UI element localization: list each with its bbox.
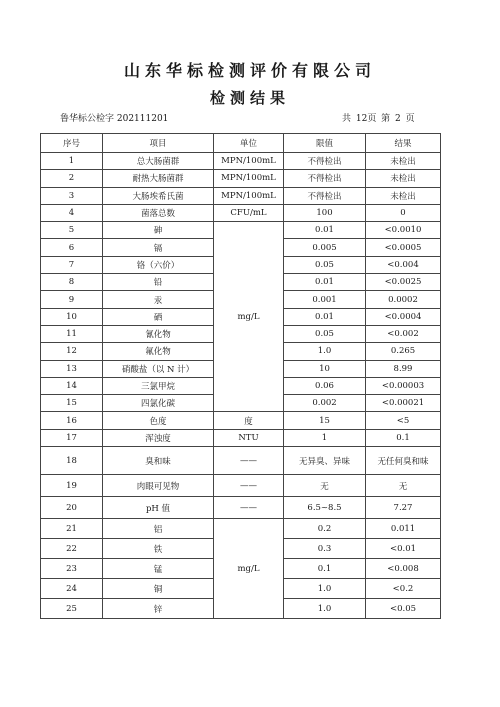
col-header-item: 项目 xyxy=(103,134,214,153)
cell-limit: 0.2 xyxy=(284,519,366,539)
cell-no: 9 xyxy=(41,291,103,308)
table-row xyxy=(41,429,441,446)
cell-unit: —— xyxy=(214,497,284,519)
cell-item: pH 值 xyxy=(103,497,214,519)
cell-item: 砷 xyxy=(103,222,214,239)
cell-item: 浑浊度 xyxy=(103,429,214,446)
cell-no: 22 xyxy=(41,539,103,559)
cell-unit: NTU xyxy=(214,429,284,446)
table-row xyxy=(41,222,441,239)
cell-limit: 0.002 xyxy=(284,395,366,412)
cell-item: 铝 xyxy=(103,519,214,539)
cell-result: 0.011 xyxy=(366,519,441,539)
cell-limit: 15 xyxy=(284,412,366,429)
table-row xyxy=(41,475,441,497)
cell-no: 16 xyxy=(41,412,103,429)
col-header-unit: 单位 xyxy=(214,134,284,153)
cell-no: 23 xyxy=(41,559,103,579)
cell-result: 7.27 xyxy=(366,497,441,519)
cell-item: 汞 xyxy=(103,291,214,308)
cell-limit: 0.001 xyxy=(284,291,366,308)
cell-item: 硒 xyxy=(103,308,214,325)
cell-item: 耐热大肠菌群 xyxy=(103,170,214,187)
table-row xyxy=(41,187,441,204)
cell-limit: 0.01 xyxy=(284,274,366,291)
cell-result: <0.008 xyxy=(366,559,441,579)
company-name: 山东华标检测评价有限公司 xyxy=(123,61,376,80)
cell-item: 菌落总数 xyxy=(103,204,214,221)
cell-result: 0.1 xyxy=(366,429,441,446)
page-info: 共 12页 第 2 页 xyxy=(342,114,415,124)
col-header-result: 结果 xyxy=(366,134,441,153)
cell-limit: 无 xyxy=(284,475,366,497)
cell-no: 15 xyxy=(41,395,103,412)
table-row xyxy=(41,497,441,519)
cell-unit: MPN/100mL xyxy=(214,153,284,170)
cell-result: <0.00003 xyxy=(366,377,441,394)
cell-no: 17 xyxy=(41,429,103,446)
cell-no: 14 xyxy=(41,377,103,394)
cell-unit-merged: mg/L xyxy=(214,222,284,412)
cell-item: 氰化物 xyxy=(103,325,214,342)
cell-limit: 1.0 xyxy=(284,599,366,619)
cell-no: 4 xyxy=(41,204,103,221)
cell-unit: —— xyxy=(214,475,284,497)
cell-limit: 0.1 xyxy=(284,559,366,579)
cell-limit: 1 xyxy=(284,429,366,446)
cell-limit: 6.5~8.5 xyxy=(284,497,366,519)
cell-item: 四氯化碳 xyxy=(103,395,214,412)
cell-result: <0.01 xyxy=(366,539,441,559)
cell-no: 21 xyxy=(41,519,103,539)
cell-limit: 不得检出 xyxy=(284,153,366,170)
cell-unit: —— xyxy=(214,447,284,475)
table-row xyxy=(41,447,441,475)
table-row xyxy=(41,412,441,429)
cell-result: <0.004 xyxy=(366,256,441,273)
cell-result: 未检出 xyxy=(366,170,441,187)
cell-no: 1 xyxy=(41,153,103,170)
cell-limit: 不得检出 xyxy=(284,187,366,204)
cell-result: <0.05 xyxy=(366,599,441,619)
cell-no: 19 xyxy=(41,475,103,497)
cell-item: 总大肠菌群 xyxy=(103,153,214,170)
cell-unit: CFU/mL xyxy=(214,204,284,221)
cell-result: <0.002 xyxy=(366,325,441,342)
cell-result: <5 xyxy=(366,412,441,429)
cell-unit: 度 xyxy=(214,412,284,429)
cell-limit: 1.0 xyxy=(284,343,366,360)
cell-limit: 0.01 xyxy=(284,308,366,325)
report-number: 鲁华标公检字 202111201 xyxy=(60,114,169,124)
cell-limit: 不得检出 xyxy=(284,170,366,187)
cell-item: 三氯甲烷 xyxy=(103,377,214,394)
cell-item: 大肠埃希氏菌 xyxy=(103,187,214,204)
cell-item: 铜 xyxy=(103,579,214,599)
cell-limit: 0.05 xyxy=(284,256,366,273)
cell-no: 8 xyxy=(41,274,103,291)
cell-unit-merged: mg/L xyxy=(214,519,284,619)
cell-limit: 100 xyxy=(284,204,366,221)
cell-result: <0.00021 xyxy=(366,395,441,412)
cell-limit: 0.3 xyxy=(284,539,366,559)
cell-no: 13 xyxy=(41,360,103,377)
cell-result: 0.265 xyxy=(366,343,441,360)
cell-no: 18 xyxy=(41,447,103,475)
cell-limit: 无异臭、异味 xyxy=(284,447,366,475)
cell-result: 0.0002 xyxy=(366,291,441,308)
cell-no: 7 xyxy=(41,256,103,273)
cell-result: 未检出 xyxy=(366,153,441,170)
cell-result: 无 xyxy=(366,475,441,497)
cell-item: 铁 xyxy=(103,539,214,559)
cell-item: 臭和味 xyxy=(103,447,214,475)
cell-result: <0.0010 xyxy=(366,222,441,239)
cell-no: 11 xyxy=(41,325,103,342)
cell-result: <0.2 xyxy=(366,579,441,599)
cell-item: 镉 xyxy=(103,239,214,256)
cell-no: 25 xyxy=(41,599,103,619)
cell-no: 12 xyxy=(41,343,103,360)
cell-result: <0.0004 xyxy=(366,308,441,325)
cell-no: 2 xyxy=(41,170,103,187)
results-table xyxy=(40,133,441,619)
cell-item: 氟化物 xyxy=(103,343,214,360)
col-header-limit: 限值 xyxy=(284,134,366,153)
table-row xyxy=(41,170,441,187)
table-row xyxy=(41,153,441,170)
cell-limit: 1.0 xyxy=(284,579,366,599)
cell-result: 无任何臭和味 xyxy=(366,447,441,475)
cell-limit: 0.06 xyxy=(284,377,366,394)
cell-item: 锰 xyxy=(103,559,214,579)
cell-item: 铬（六价） xyxy=(103,256,214,273)
cell-result: <0.0025 xyxy=(366,274,441,291)
col-header-no: 序号 xyxy=(41,134,103,153)
cell-item: 肉眼可见物 xyxy=(103,475,214,497)
cell-limit: 0.05 xyxy=(284,325,366,342)
cell-limit: 0.01 xyxy=(284,222,366,239)
cell-no: 24 xyxy=(41,579,103,599)
cell-result: 8.99 xyxy=(366,360,441,377)
table-row xyxy=(41,204,441,221)
cell-limit: 0.005 xyxy=(284,239,366,256)
cell-no: 5 xyxy=(41,222,103,239)
table-header-row xyxy=(41,134,441,153)
cell-result: 未检出 xyxy=(366,187,441,204)
cell-item: 铅 xyxy=(103,274,214,291)
cell-no: 3 xyxy=(41,187,103,204)
cell-no: 10 xyxy=(41,308,103,325)
cell-result: 0 xyxy=(366,204,441,221)
cell-no: 6 xyxy=(41,239,103,256)
cell-item: 硝酸盐（以 N 计） xyxy=(103,360,214,377)
report-title: 检测结果 xyxy=(209,89,290,107)
cell-item: 色度 xyxy=(103,412,214,429)
cell-unit: MPN/100mL xyxy=(214,187,284,204)
cell-item: 锌 xyxy=(103,599,214,619)
cell-no: 20 xyxy=(41,497,103,519)
cell-limit: 10 xyxy=(284,360,366,377)
cell-unit: MPN/100mL xyxy=(214,170,284,187)
table-row xyxy=(41,519,441,539)
cell-result: <0.0005 xyxy=(366,239,441,256)
